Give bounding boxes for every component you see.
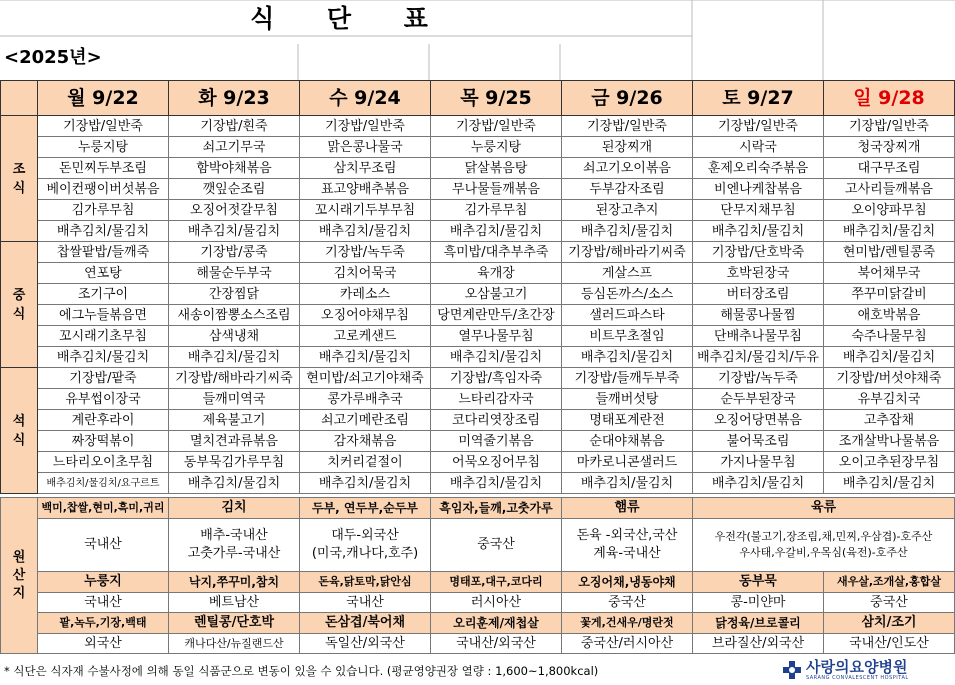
cross-icon: [782, 660, 802, 680]
menu-item: 들깨미역국: [169, 389, 300, 410]
menu-item: 오징어당면볶음: [693, 410, 824, 431]
day-header: 화 9/23: [169, 81, 300, 116]
menu-item: 느타리오이초무침: [38, 452, 169, 473]
menu-item: 깻잎순조림: [169, 179, 300, 200]
menu-row: [1, 473, 955, 494]
menu-item: 훈제오리숙주볶음: [693, 158, 824, 179]
menu-item: 김가루무침: [431, 200, 562, 221]
menu-item: 열무나물무침: [431, 326, 562, 347]
menu-item: 비엔나케찹볶음: [693, 179, 824, 200]
menu-row: [1, 137, 955, 158]
menu-item: 기장밥/일반죽: [38, 116, 169, 137]
menu-row: [1, 221, 955, 242]
origin-item: 새우살,조개살,홍합살: [824, 572, 955, 593]
origin-value: 러시아산: [431, 593, 562, 613]
menu-item: 북어채무국: [824, 263, 955, 284]
origin-header-row: [1, 498, 955, 519]
menu-row: [1, 263, 955, 284]
menu-item: 짜장떡볶이: [38, 431, 169, 452]
menu-item: 배추김치/물김치: [562, 473, 693, 494]
origin-value: 중국산/러시아산: [562, 634, 693, 654]
menu-item: 배추김치/물김치: [824, 473, 955, 494]
menu-item: 유부김치국: [824, 389, 955, 410]
origin-value: 브라질산/외국산: [693, 634, 824, 654]
origin-header-row: [1, 572, 955, 593]
origin-value: 콩-미얀마: [693, 593, 824, 613]
menu-item: 애호박볶음: [824, 305, 955, 326]
origin-value: 국내산/외국산: [431, 634, 562, 654]
menu-item: 고로케샌드: [300, 326, 431, 347]
menu-item: 오징어야채무침: [300, 305, 431, 326]
menu-item: 배추김치/물김치/두유: [693, 347, 824, 368]
menu-row: [1, 116, 955, 137]
menu-item: 기장밥/콩죽: [169, 242, 300, 263]
menu-item: 단무지채무침: [693, 200, 824, 221]
menu-item: 기장밥/녹두죽: [300, 242, 431, 263]
day-header: 금 9/26: [562, 81, 693, 116]
menu-item: 어묵오징어무침: [431, 452, 562, 473]
menu-item: 배추김치/물김치: [431, 473, 562, 494]
footnote: * 식단은 식자재 수불사정에 의해 동일 식품군으로 변동이 있을 수 있습니다. (평균영양권장 열량 : 1,600~1,800kcal): [4, 664, 599, 678]
day-header: 일 9/28: [824, 81, 955, 116]
hospital-logo: [782, 657, 909, 683]
menu-item: 쭈꾸미닭갈비: [824, 284, 955, 305]
logo-name: 사랑의요양병원: [806, 658, 908, 676]
menu-item: 등심돈까스/소스: [562, 284, 693, 305]
origin-item: 돈삼겹/북어채: [300, 613, 431, 634]
menu-item: 김치어묵국: [300, 263, 431, 284]
menu-item: 쇠고기메란조림: [300, 410, 431, 431]
origin-item: 오징어채,냉동야채: [562, 572, 693, 593]
menu-item: 순대야채볶음: [562, 431, 693, 452]
menu-item: 배추김치/물김치/요구르트: [38, 473, 169, 494]
menu-item: 배추김치/물김치: [300, 347, 431, 368]
origin-item: 삼치/조기: [824, 613, 955, 634]
origin-value: 베트남산: [169, 593, 300, 613]
menu-item: 감자채볶음: [300, 431, 431, 452]
day-header: 목 9/25: [431, 81, 562, 116]
menu-item: 배추김치/물김치: [693, 473, 824, 494]
menu-item: 오이양파무침: [824, 200, 955, 221]
menu-item: 삼치무조림: [300, 158, 431, 179]
origin-value-row: [1, 593, 955, 613]
menu-item: 해물콩나물찜: [693, 305, 824, 326]
menu-item: 삼색냉채: [169, 326, 300, 347]
menu-item: 된장고추지: [562, 200, 693, 221]
menu-item: 기장밥/들깨두부죽: [562, 368, 693, 389]
menu-item: 기장밥/단호박죽: [693, 242, 824, 263]
menu-item: 배추김치/물김치: [431, 221, 562, 242]
menu-item: 기장밥/녹두죽: [693, 368, 824, 389]
menu-item: 닭살볶음탕: [431, 158, 562, 179]
menu-item: 기장밥/일반죽: [562, 116, 693, 137]
menu-item: 당면계란만두/초간장: [431, 305, 562, 326]
menu-item: 배추김치/물김치: [38, 347, 169, 368]
year-label: <2025년>: [4, 47, 102, 68]
menu-item: 기장밥/버섯야채죽: [824, 368, 955, 389]
origin-item: 햄류: [562, 498, 693, 519]
meal-label-lunch: 중 식: [1, 242, 38, 368]
menu-row: [1, 242, 955, 263]
menu-item: 배추김치/물김치: [169, 473, 300, 494]
menu-item: 단배추나물무침: [693, 326, 824, 347]
menu-item: 김가루무침: [38, 200, 169, 221]
menu-item: 배추김치/물김치: [300, 473, 431, 494]
origin-item: 닭정육/브로콜리: [693, 613, 824, 634]
menu-row: [1, 158, 955, 179]
menu-item: 유부썹이장국: [38, 389, 169, 410]
menu-item: 쇠고기무국: [169, 137, 300, 158]
menu-item: 에그누들볶음면: [38, 305, 169, 326]
menu-row: [1, 389, 955, 410]
day-header: 토 9/27: [693, 81, 824, 116]
origin-value: 대두-외국산 (미국,캐나다,호주): [300, 519, 431, 572]
menu-row: [1, 200, 955, 221]
menu-item: 새송이짬뽕소스조림: [169, 305, 300, 326]
menu-item: 들깨버섯탕: [562, 389, 693, 410]
menu-row: [1, 452, 955, 473]
menu-item: 숙주나물무침: [824, 326, 955, 347]
origin-value: 독일산/외국산: [300, 634, 431, 654]
menu-row: [1, 179, 955, 200]
menu-item: 치커리겉절이: [300, 452, 431, 473]
menu-row: [1, 284, 955, 305]
menu-row: [1, 431, 955, 452]
menu-row: [1, 368, 955, 389]
menu-item: 배추김치/물김치: [824, 347, 955, 368]
origin-value: 중국산: [562, 593, 693, 613]
menu-item: 두부감자조림: [562, 179, 693, 200]
menu-item: 베이컨팽이버섯볶음: [38, 179, 169, 200]
origin-item: 백미,찹쌀,현미,흑미,귀리: [38, 498, 169, 519]
menu-item: 누룽지탕: [38, 137, 169, 158]
menu-item: 배추김치/물김치: [562, 221, 693, 242]
origin-item: 팥,녹두,기장,백태: [38, 613, 169, 634]
menu-item: 배추김치/물김치: [824, 221, 955, 242]
origin-value: 국내산: [300, 593, 431, 613]
menu-item: 쇠고기오이볶음: [562, 158, 693, 179]
menu-item: 간장찜닭: [169, 284, 300, 305]
menu-item: 마카로니콘샐러드: [562, 452, 693, 473]
menu-item: 찹쌀팥밥/들깨죽: [38, 242, 169, 263]
menu-item: 함박야채볶음: [169, 158, 300, 179]
origin-item: 두부, 연두부,순두부: [300, 498, 431, 519]
menu-item: 순두부된장국: [693, 389, 824, 410]
menu-item: 현미밥/쇠고기야채죽: [300, 368, 431, 389]
menu-item: 카레소스: [300, 284, 431, 305]
menu-item: 가지나물무침: [693, 452, 824, 473]
meal-label-breakfast: 조 식: [1, 116, 38, 242]
menu-item: 맑은콩나물국: [300, 137, 431, 158]
origin-value: 국내산: [38, 593, 169, 613]
menu-item: 해물순두부국: [169, 263, 300, 284]
menu-item: 표고양배추볶음: [300, 179, 431, 200]
menu-item: 기장밥/일반죽: [693, 116, 824, 137]
menu-item: 기장밥/흑임자죽: [431, 368, 562, 389]
menu-item: 제육불고기: [169, 410, 300, 431]
menu-item: 기장밥/해바라기씨죽: [562, 242, 693, 263]
origin-item: 낙지,쭈꾸미,참치: [169, 572, 300, 593]
origin-item: 꽃게,건새우/명란젓: [562, 613, 693, 634]
menu-item: 게살스프: [562, 263, 693, 284]
meal-label-dinner: 석 식: [1, 368, 38, 494]
menu-item: 샐러드파스타: [562, 305, 693, 326]
header-corner: [1, 81, 38, 116]
menu-item: 흑미밥/대추부추죽: [431, 242, 562, 263]
menu-row: [1, 347, 955, 368]
menu-table: [0, 80, 955, 494]
origin-label: 원 산 지: [1, 498, 38, 654]
menu-item: 고추잡채: [824, 410, 955, 431]
page-title: 식 단 표: [250, 4, 450, 33]
menu-item: 계란후라이: [38, 410, 169, 431]
menu-item: 배추김치/물김치: [169, 347, 300, 368]
menu-item: 오징어젓갈무침: [169, 200, 300, 221]
menu-item: 조개살박나물볶음: [824, 431, 955, 452]
menu-item: 버터장조림: [693, 284, 824, 305]
origin-item: 김치: [169, 498, 300, 519]
menu-item: 현미밥/렌틸콩죽: [824, 242, 955, 263]
origin-item: 누룽지: [38, 572, 169, 593]
menu-item: 연포탕: [38, 263, 169, 284]
menu-item: 명태포계란전: [562, 410, 693, 431]
origin-value: 외국산: [38, 634, 169, 654]
origin-item: 명태포,대구,코다리: [431, 572, 562, 593]
menu-item: 배추김치/물김치: [693, 221, 824, 242]
origin-value: 배추-국내산 고춧가루-국내산: [169, 519, 300, 572]
origin-item: 흑임자,들깨,고춧가루: [431, 498, 562, 519]
menu-item: 멸치견과류볶음: [169, 431, 300, 452]
menu-item: 오삼불고기: [431, 284, 562, 305]
menu-item: 미역줄기볶음: [431, 431, 562, 452]
menu-item: 기장밥/일반죽: [300, 116, 431, 137]
day-header: 수 9/24: [300, 81, 431, 116]
origin-value: 우전각(불고기,장조림,채,민찌,우삼겹)-호주산 우사태,우갈비,우목심(육전)-호주산: [693, 519, 955, 572]
menu-item: 꼬시래기두부무침: [300, 200, 431, 221]
menu-item: 고사리들깨볶음: [824, 179, 955, 200]
origin-header-row: [1, 613, 955, 634]
origin-value: 중국산: [431, 519, 562, 572]
menu-row: [1, 305, 955, 326]
origin-value: 국내산/인도산: [824, 634, 955, 654]
menu-item: 동부묵김가루무침: [169, 452, 300, 473]
menu-item: 대구무조림: [824, 158, 955, 179]
menu-item: 느타리감자국: [431, 389, 562, 410]
menu-item: 조기구이: [38, 284, 169, 305]
menu-item: 된장찌개: [562, 137, 693, 158]
origin-value: 돈육 -외국산,국산 계육-국내산: [562, 519, 693, 572]
menu-item: 기장밥/팥죽: [38, 368, 169, 389]
menu-item: 시락국: [693, 137, 824, 158]
origin-item: 육류: [693, 498, 955, 519]
origin-value: 국내산: [38, 519, 169, 572]
menu-item: 꼬시래기초무침: [38, 326, 169, 347]
menu-row: [1, 326, 955, 347]
menu-item: 호박된장국: [693, 263, 824, 284]
menu-item: 돈민찌두부조림: [38, 158, 169, 179]
menu-item: 누룽지탕: [431, 137, 562, 158]
menu-item: 배추김치/물김치: [562, 347, 693, 368]
menu-item: 콩가루배추국: [300, 389, 431, 410]
menu-item: 불어묵조림: [693, 431, 824, 452]
menu-row: [1, 410, 955, 431]
menu-item: 배추김치/물김치: [300, 221, 431, 242]
menu-item: 청국장찌개: [824, 137, 955, 158]
menu-item: 기장밥/흰죽: [169, 116, 300, 137]
day-header-row: [1, 81, 955, 116]
logo-sub: SARANG CONVALESCENT HOSPITAL: [806, 675, 909, 681]
origin-value: 캐나다산/뉴질랜드산: [169, 634, 300, 654]
menu-item: 비트무초절임: [562, 326, 693, 347]
origin-table: [0, 497, 955, 654]
menu-item: 무나물들깨볶음: [431, 179, 562, 200]
day-header: 월 9/22: [38, 81, 169, 116]
menu-item: 오이고추된장무침: [824, 452, 955, 473]
origin-value-row: [1, 634, 955, 654]
menu-item: 코다리엿장조림: [431, 410, 562, 431]
origin-item: 오리훈제/재첩살: [431, 613, 562, 634]
menu-item: 기장밥/일반죽: [824, 116, 955, 137]
origin-item: 동부묵: [693, 572, 824, 593]
menu-item: 기장밥/일반죽: [431, 116, 562, 137]
origin-item: 렌틸콩/단호박: [169, 613, 300, 634]
menu-item: 배추김치/물김치: [431, 347, 562, 368]
menu-item: 배추김치/물김치: [169, 221, 300, 242]
origin-value: 중국산: [824, 593, 955, 613]
menu-item: 기장밥/해바라기씨죽: [169, 368, 300, 389]
origin-value-row: [1, 519, 955, 572]
menu-item: 육개장: [431, 263, 562, 284]
origin-item: 돈육,닭토막,닭안심: [300, 572, 431, 593]
menu-item: 배추김치/물김치: [38, 221, 169, 242]
